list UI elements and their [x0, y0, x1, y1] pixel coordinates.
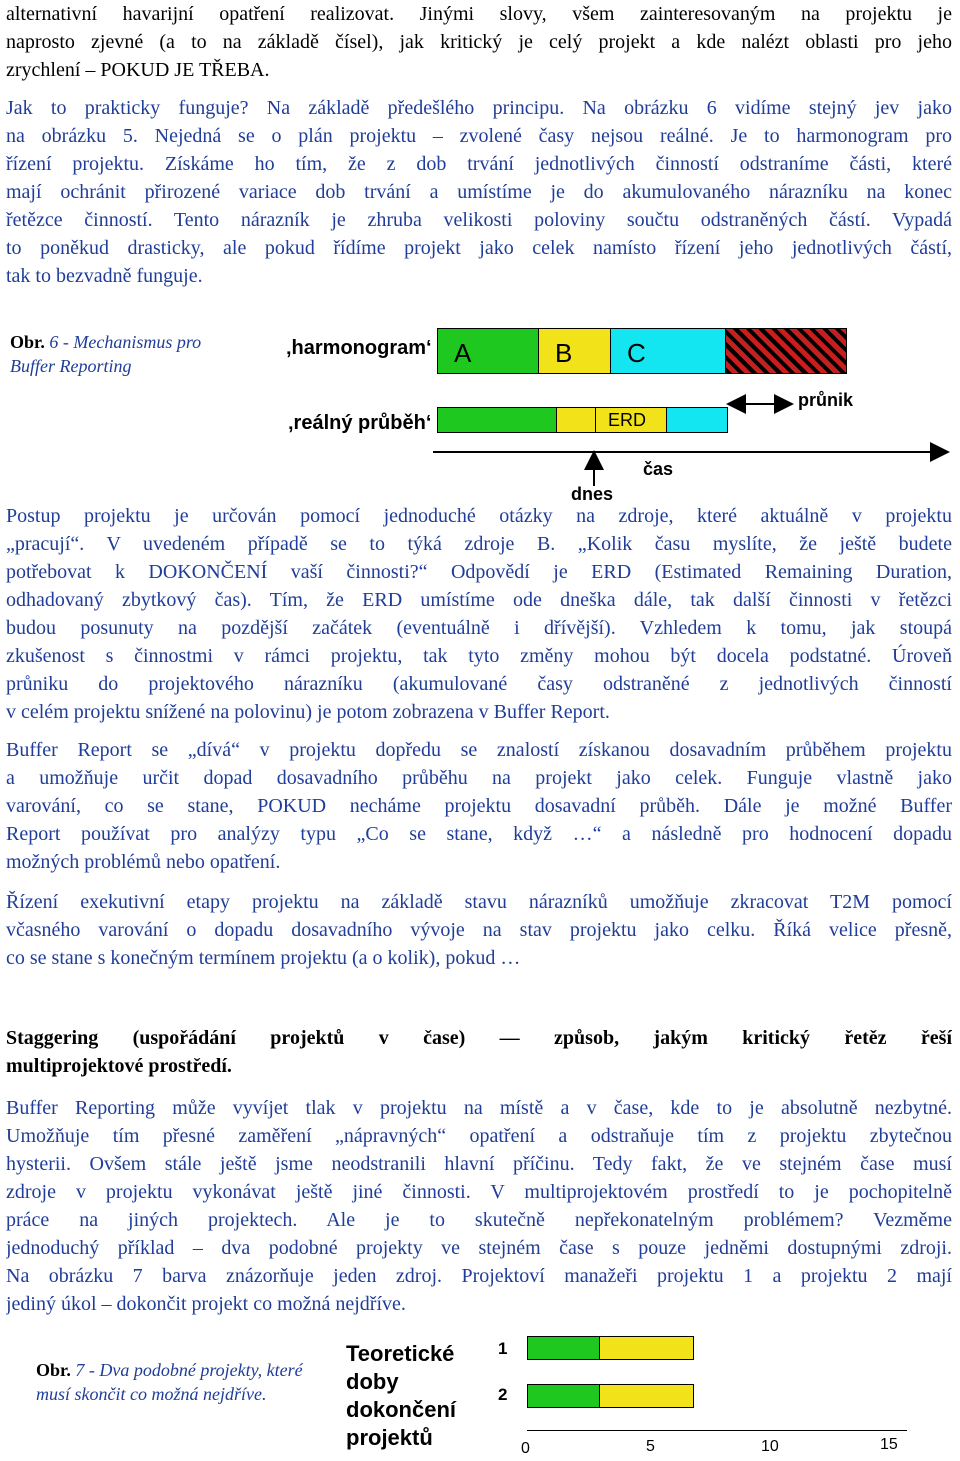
caption-label: Obr.	[36, 1360, 71, 1380]
tick-label-5: 5	[646, 1438, 655, 1455]
time-label: čas	[643, 459, 674, 479]
activity-a-label: A	[454, 338, 472, 368]
text-line: řetězce činností. Tento nárazník je zhruba velikosti poloviny součtu odstraněných částí. Vypadá	[6, 209, 952, 231]
section-heading	[6, 1024, 952, 1080]
text-line: co se stane s konečným termínem projektu (a o kolik), pokud …	[6, 947, 521, 969]
harmonogram-label: ‚harmonogram‘	[286, 337, 432, 359]
erd-label: ERD	[608, 410, 647, 430]
caption-text: 7 - Dva podobné projekty, které musí skončit co možná nejdříve.	[36, 1360, 303, 1404]
text-line: v celém projektu snížené na polovinu) je potom zobrazena v Buffer Report.	[6, 701, 610, 723]
paragraph-staggering	[6, 1094, 952, 1318]
text-line: Jak to prakticky funguje? Na základě předešlého principu. Na obrázku 6 vidíme stejný jev jako	[6, 97, 952, 119]
text-line: zkušenost s činnostmi v rámci projektu, tak tyto změny mohou být docela podstatné. Úroveň	[6, 645, 952, 667]
tick-label-0: 0	[521, 1440, 530, 1457]
heading-line: Staggering (uspořádání projektů v čase) — způsob, jakým kritický řetěz řeší	[6, 1027, 952, 1049]
activity-b-label: B	[555, 338, 573, 368]
text-line: alternativní havarijní opatření realizovat. Jinými slovy, všem zainteresovaným na projektu je	[6, 3, 952, 25]
real-progress-label: ‚reálný průběh‘	[288, 412, 432, 434]
text-line: na obrázku 5. Nejedná se o plán projektu – zvolené časy nejsou reálné. Je to harmonogram pro	[6, 125, 952, 147]
figure-7-axis	[527, 1430, 907, 1431]
text-line: hysterii. Ovšem stále ještě jsme neodstranili hlavní příčinu. Tedy fakt, že ve stejném čase musí	[6, 1153, 952, 1175]
text-line: Na obrázku 7 barva znázorňuje jeden zdroj. Projektoví manažeři projektu 1 a projektu 2 mají	[6, 1265, 952, 1287]
figure-7-title: Teoretické doby dokončení projektů	[346, 1341, 457, 1450]
tick-label-10: 10	[761, 1438, 779, 1455]
text-line: to poněkud drasticky, ale pokud řídíme projekt jako celek namísto řízení jeho jednotlivých částí,	[6, 237, 952, 259]
caption-text: 6 - Mechanismus pro Buffer Reporting	[10, 332, 202, 376]
paragraph-erd	[6, 502, 952, 726]
prunik-label: průnik	[798, 390, 854, 410]
text-line: potřebovat k DOKONČENÍ vaší činnosti?“ Odpovědí je ERD (Estimated Remaining Duration,	[6, 561, 952, 583]
text-line: Řízení exekutivní etapy projektu na základě stavu nárazníků umožňuje zkracovat T2M pomocí	[6, 891, 952, 913]
text-line: Umožňuje tím přesné zaměření „nápravných“ opatření a odstraňuje tím z projektu zbytečnou	[6, 1125, 952, 1147]
text-line: Report používat pro analýzy typu „Co se stane, když …“ a následně pro hodnocení dopadu	[6, 823, 952, 845]
text-line: zdroje v projektu vykonávat ještě jiné činnosti. V multiprojektovém prostředí to je pochopitelně	[6, 1181, 952, 1203]
text-line: Buffer Reporting může vyvíjet tlak v projektu na místě a v čase, kde to je absolutně nezbytné.	[6, 1097, 952, 1119]
tick-label-15: 15	[880, 1436, 898, 1453]
text-line: včasného varování o dopadu dosavadního vývoje na stav projektu jako celku. Říká velice přesně,	[6, 919, 952, 941]
figure-6-arrows	[0, 0, 960, 520]
paragraph-execution	[6, 888, 952, 972]
text-line: mají ochránit přirozené variace dob trvání a umístíme je do akumulovaného nárazníku na konec	[6, 181, 952, 203]
text-line: odhadovaný zbytkový čas). Tím, že ERD umístíme ode dneška dále, tak další činnosti v řetězci	[6, 589, 952, 611]
text-line: budou posunuty na pozdější začátek (eventuálně i dřívější). Vzhledem k tomu, jak stoupá	[6, 617, 952, 639]
text-line: Postup projektu je určován pomocí jednoduché otázky na zdroje, které aktuálně v projektu	[6, 505, 952, 527]
project-1-label: 1	[498, 1339, 508, 1358]
text-line: varování, co se stane, POKUD necháme projektu dosavadní průběh. Dále je možné Buffer	[6, 795, 952, 817]
project-1-yellow-block	[599, 1336, 694, 1360]
paragraph-buffer-report	[6, 736, 952, 876]
project-1-green-block	[527, 1336, 600, 1360]
project-2-green-block	[527, 1384, 600, 1408]
text-line: práce na jiných projektech. Ale je to skutečně nepřekonatelným problémem? Vezměme	[6, 1209, 952, 1231]
text-line: řízení projektu. Získáme ho tím, že z dob trvání jednotlivých činností odstraníme části, které	[6, 153, 952, 175]
activity-c-label: C	[627, 338, 646, 368]
text-line: a umožňuje určit dopad dosavadního průběhu na projekt jako celek. Funguje vlastně jako	[6, 767, 952, 789]
text-line: zrychlení – POKUD JE TŘEBA.	[6, 59, 270, 81]
text-line: tak to bezvadně funguje.	[6, 265, 203, 287]
project-2-yellow-block	[599, 1384, 694, 1408]
text-line: naprosto zjevné (a to na základě čísel), jak kritický je celý projekt a kde nalézt oblasti pro jeho	[6, 31, 952, 53]
today-label: dnes	[571, 484, 614, 504]
text-line: Buffer Report se „dívá“ v projektu dopředu se znalostí získanou dosavadním průběhem projektu	[6, 739, 952, 761]
figure-7-caption	[36, 1358, 304, 1406]
caption-label: Obr.	[10, 332, 45, 352]
project-2-label: 2	[498, 1385, 508, 1404]
text-line: možných problémů nebo opatření.	[6, 851, 281, 873]
text-line: jednoduchý příklad – dva podobné projekty ve stejném čase s pouze jedněmi dostupnými zdroji.	[6, 1237, 952, 1259]
heading-line: multiprojektové prostředí.	[6, 1055, 232, 1077]
text-line: „pracují“. V uvedeném případě se to týká zdroje B. „Kolik času myslíte, že ještě budete	[6, 533, 952, 555]
text-line: průniku do projektového nárazníku (akumulované časy odstraněné z jednotlivých činností	[6, 673, 952, 695]
text-line: jediný úkol – dokončit projekt co možná nejdříve.	[6, 1293, 406, 1315]
